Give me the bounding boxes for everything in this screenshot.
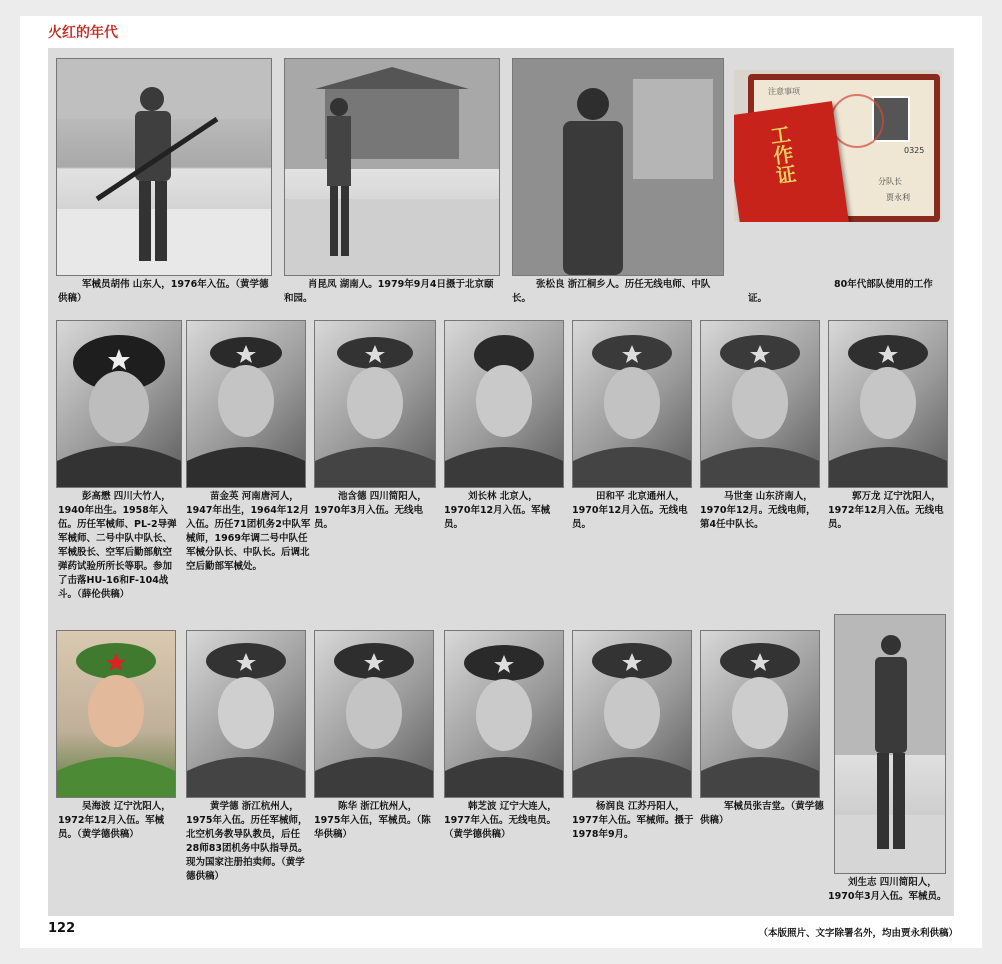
photo-tian-heping: [572, 320, 692, 488]
photo-miao-jinying: [186, 320, 306, 488]
caption-yang-runliang: 杨润良 江苏丹阳人，1977年入伍。军械师。摄于1978年9月。: [572, 801, 694, 840]
section-title: 火红的年代: [48, 25, 118, 41]
photo-wu-haibo: [56, 630, 176, 798]
caption-zhang-jitang: 军械员张吉堂。（黄学德供稿）: [700, 801, 824, 826]
photo-chi-hande: [314, 320, 436, 488]
photo-peng-gaomao: [56, 320, 182, 488]
caption-xiao-kunfeng: 肖昆凤 湖南人。1979年9月4日摄于北京颐和园。: [284, 279, 494, 304]
caption-huang-xuede: 黄学德 浙江杭州人，1975年入伍。历任军械师，北空机务教导队教员，后任28师83团机务中队指导员。现为国家注册拍卖师。（黄学德供稿）: [186, 801, 308, 882]
caption-guo-wanlong: 郭万龙 辽宁沈阳人，1972年12月入伍。无线电员。: [828, 491, 944, 530]
caption-han-zhibo: 韩芝波 辽宁大连人，1977年入伍。无线电员。（黄学德供稿）: [444, 801, 557, 840]
photo-han-zhibo: [444, 630, 564, 798]
caption-peng-gaomao: 彭高懋 四川大竹人，1940年出生。1958年入伍。历任军械师、PL-2导弹军械师、二号中队中队长、军械股长、空军后勤部航空弹药试验所所长等职。参加了击落HU-16和F-104战斗。（薛伦供稿）: [58, 491, 177, 600]
photo-work-card: [734, 70, 942, 222]
photo-guo-wanlong: [828, 320, 948, 488]
photo-ma-shikui: [700, 320, 820, 488]
caption-liu-changlin: 刘长林 北京人，1970年12月入伍。军械员。: [444, 491, 551, 530]
red-stamp-circle: [830, 94, 884, 148]
card-cover-title: 工作证: [765, 123, 798, 187]
card-name-text: 贾永利: [886, 193, 910, 202]
photo-hu-wei: [56, 58, 272, 276]
photo-zhang-songliang: [512, 58, 724, 276]
caption-miao-jinying: 苗金英 河南唐河人，1947年出生，1964年12月入伍。历任71团机务2中队军械师，1969年调二号中队任军械分队长、中队长。后调北空后勤部军械处。: [186, 491, 311, 572]
palace-building-figure: [285, 59, 499, 275]
caption-ma-shikui: 马世奎 山东济南人，1970年12月。无线电师，第4任中队长。: [700, 491, 816, 530]
soldier-by-pavilion-figure: [513, 59, 723, 275]
caption-zhang-songliang: 张松良 浙江桐乡人。历任无线电师、中队长。: [512, 279, 711, 304]
photo-zhang-jitang: [700, 630, 820, 798]
caption-chi-hande: 池含德 四川简阳人，1970年3月入伍。无线电员。: [314, 491, 427, 530]
caption-work-card: 80年代部队使用的工作证。: [748, 279, 933, 304]
photo-yang-runliang: [572, 630, 692, 798]
card-notice-header: 注意事项: [768, 87, 800, 96]
photo-panel: [48, 48, 954, 916]
photo-xiao-kunfeng: [284, 58, 500, 276]
credit-note: （本版照片、文字除署名外，均由贾永利供稿）: [758, 928, 958, 939]
soldier-with-rifle-figure: [57, 59, 271, 275]
photo-liu-shengzhi: [834, 614, 946, 874]
photo-liu-changlin: [444, 320, 564, 488]
red-cover-booklet: [734, 101, 851, 222]
caption-liu-shengzhi: 刘生志 四川简阳人，1970年3月入伍。军械员。: [828, 877, 947, 902]
card-id-number: 0325: [904, 146, 925, 155]
page-number: 122: [48, 921, 76, 936]
magazine-page: [20, 16, 982, 948]
caption-hu-wei: 军械员胡伟 山东人，1976年入伍。（黄学德供稿）: [58, 279, 269, 304]
caption-wu-haibo: 吴海波 辽宁沈阳人，1972年12月入伍。军械员。（黄学德供稿）: [58, 801, 171, 840]
photo-huang-xuede: [186, 630, 306, 798]
photo-chen-hua: [314, 630, 434, 798]
caption-chen-hua: 陈华 浙江杭州人，1975年入伍，军械员。（陈华供稿）: [314, 801, 431, 840]
caption-tian-heping: 田和平 北京通州人，1970年12月入伍。无线电员。: [572, 491, 688, 530]
card-unit-text: 分队长: [878, 177, 902, 186]
